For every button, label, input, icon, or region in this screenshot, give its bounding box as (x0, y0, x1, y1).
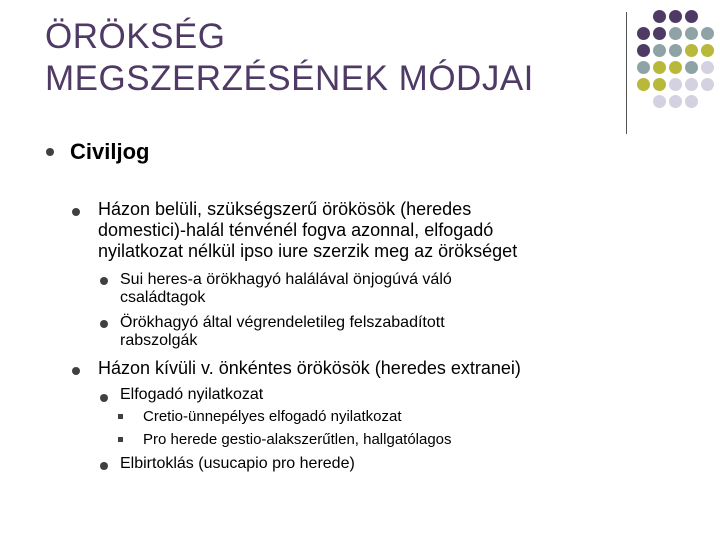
bullet-icon (100, 277, 108, 285)
item2-point-2: Pro herede gestio-alakszerűtlen, hallgatólagos (143, 431, 452, 448)
decorative-dot (637, 44, 650, 57)
square-bullet-icon (118, 437, 123, 442)
decorative-dot (685, 10, 698, 23)
square-bullet-icon (118, 414, 123, 419)
item1-line-2: domestici)-halál ténvénél fogva azonnal, elfogadó (98, 220, 494, 240)
decorative-dot (669, 95, 682, 108)
item2-text: Házon kívüli v. önkéntes örökösök (heredes extranei) (98, 358, 521, 378)
title-line-2: MEGSZERZÉSÉNEK MÓDJAI (45, 59, 534, 98)
decorative-dot (685, 61, 698, 74)
decorative-dot (669, 44, 682, 57)
decorative-dot (637, 27, 650, 40)
decorative-dot (669, 27, 682, 40)
item1-sub2-line-1: Örökhagyó által végrendeletileg felszabadított (120, 314, 445, 331)
decorative-dot (637, 78, 650, 91)
bullet-icon (46, 148, 54, 156)
decorative-dot (701, 27, 714, 40)
heading-civiljog: Civiljog (70, 139, 150, 164)
decorative-dot-grid (637, 10, 719, 120)
bullet-icon (100, 462, 108, 470)
decorative-dot (653, 44, 666, 57)
decorative-dot (685, 78, 698, 91)
decorative-dot (685, 27, 698, 40)
bullet-icon (72, 208, 80, 216)
decorative-dot (701, 78, 714, 91)
item1-sub1-line-1: Sui heres-a örökhagyó halálával önjogúvá váló (120, 271, 452, 288)
decorative-dot (685, 44, 698, 57)
title-divider (626, 12, 627, 134)
decorative-dot (653, 10, 666, 23)
page-title (45, 16, 605, 100)
decorative-dot (653, 78, 666, 91)
bullet-icon (72, 367, 80, 375)
decorative-dot (701, 61, 714, 74)
item2-sub1-text: Elfogadó nyilatkozat (120, 386, 264, 403)
decorative-dot (701, 44, 714, 57)
decorative-dot (653, 95, 666, 108)
item1-line-3: nyilatkozat nélkül ipso iure szerzik meg az örökséget (98, 241, 518, 261)
decorative-dot (669, 10, 682, 23)
bullet-icon (100, 394, 108, 402)
item2-point-1: Cretio-ünnepélyes elfogadó nyilatkozat (143, 408, 402, 425)
item1-sub1-line-2: családtagok (120, 289, 206, 306)
item1-sub2-line-2: rabszolgák (120, 332, 198, 349)
decorative-dot (653, 61, 666, 74)
decorative-dot (637, 61, 650, 74)
decorative-dot (669, 61, 682, 74)
item1-line-1: Házon belüli, szükségszerű örökösök (heredes (98, 199, 472, 219)
bullet-icon (100, 320, 108, 328)
item2-sub2-text: Elbirtoklás (usucapio pro herede) (120, 455, 355, 472)
decorative-dot (685, 95, 698, 108)
decorative-dot (669, 78, 682, 91)
title-line-1: ÖRÖKSÉG (45, 17, 226, 56)
decorative-dot (653, 27, 666, 40)
